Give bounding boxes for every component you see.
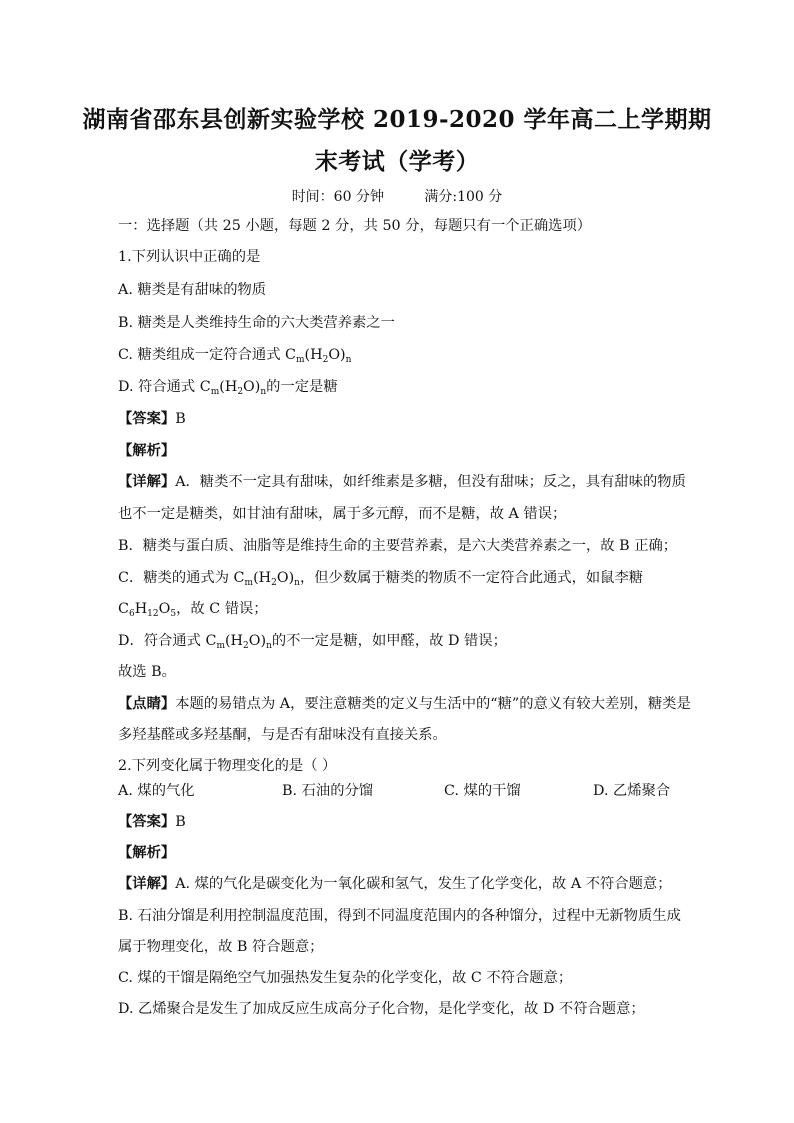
comment-label: 【点睛】: [118, 696, 176, 712]
q1-detail-3: B．糖类与蛋白质、油脂等是维持生命的主要营养素，是六大类营养素之一，故 B 正确；: [118, 538, 678, 554]
exam-time: 时间：60 分钟: [291, 189, 384, 205]
q1-comment-1: [118, 694, 691, 714]
q2-detail-4: C. 煤的干馏是隔绝空气加强热发生复杂的化学变化，故 C 不符合题意；: [118, 970, 573, 986]
detail-text: D．符合通式 C: [118, 633, 217, 649]
q2-detail-3: 属于物理变化，故 B 符合题意；: [118, 939, 324, 955]
detail-text: ，但少数属于糖类的物质不一定符合此通式，如鼠李糖: [299, 570, 644, 586]
q1-detail-5: [118, 599, 268, 619]
q1-option-d-text: D. 符合通式 C: [118, 379, 211, 395]
formula-sub: m: [295, 355, 305, 365]
formula-text: O): [276, 570, 295, 586]
answer-label: 【答案】: [118, 411, 176, 427]
q2-option-c: C. 煤的干馏: [444, 783, 521, 799]
formula-sub: 6: [128, 609, 135, 619]
formula-sub: 12: [147, 609, 159, 619]
formula-text: H: [134, 601, 148, 617]
formula-text: O): [243, 379, 261, 395]
formula-text: O): [248, 633, 267, 649]
formula-sub: n: [260, 387, 267, 397]
formula-sub: m: [210, 387, 220, 397]
formula-sub: m: [244, 578, 254, 588]
q2-option-b: B. 石油的分馏: [282, 783, 374, 799]
detail-label: 【详解】: [118, 876, 176, 892]
formula-sub: n: [345, 355, 352, 365]
q2-option-d: D. 乙烯聚合: [593, 783, 671, 799]
q1-detail-4: [118, 568, 643, 588]
formula-sub: 2: [271, 578, 277, 588]
q2-detail-1: [118, 874, 672, 894]
formula-sub: 2: [322, 355, 329, 365]
q2-detail-5: D. 乙烯聚合是发生了加成反应生成高分子化合物，是化学变化，故 D 不符合题意；: [118, 1001, 645, 1017]
formula-sub: 5: [170, 609, 177, 619]
answer-value: B: [175, 411, 186, 427]
detail-text: A. 煤的气化是碳变化为一氧化碳和氢气，发生了化学变化，故 A 不符合题意；: [175, 876, 672, 892]
q2-stem: 2.下列变化属于物理变化的是（ ）: [118, 758, 337, 774]
answer-label: 【答案】: [118, 814, 176, 830]
formula-text: (H: [304, 347, 323, 363]
q1-comment-2: 多羟基醛或多羟基酮，与是否有甜味没有直接关系。: [118, 727, 447, 743]
q1-detail-1: [118, 472, 686, 492]
formula-sub: n: [294, 578, 300, 588]
exam-meta: [0, 186, 794, 206]
exam-score: 满分:100 分: [424, 189, 503, 205]
q1-detail-2: 也不一定是糖类，如甘油有甜味，属于多元醇，而不是糖，故 A 错误；: [118, 506, 567, 522]
document-title-line-1: 湖南省邵东县创新实验学校 2019-2020 学年高二上学期期: [82, 106, 712, 133]
q2-analysis-label: 【解析】: [118, 845, 176, 861]
q1-option-b: B. 糖类是人类维持生命的六大类营养素之一: [118, 315, 395, 331]
detail-text: C．糖类的通式为 C: [118, 570, 245, 586]
formula-sub: m: [216, 641, 225, 651]
q1-option-d: [118, 377, 338, 397]
q1-stem: 1.下列认识中正确的是: [118, 249, 261, 265]
formula-text: O): [328, 347, 346, 363]
q1-answer: [118, 409, 186, 429]
section-heading: 一：选择题（共 25 小题，每题 2 分，共 50 分，每题只有一个正确选项）: [118, 218, 592, 234]
formula-sub: 2: [237, 387, 244, 397]
detail-label: 【详解】: [118, 474, 176, 490]
q1-conclusion: 故选 B。: [118, 664, 176, 680]
formula-text: O: [158, 601, 171, 617]
q1-option-a: A. 糖类是有甜味的物质: [118, 282, 267, 298]
q1-option-d-tail: 的一定是糖: [266, 379, 338, 395]
detail-text: ，故 C 错误；: [176, 601, 268, 617]
q1-detail-6: [118, 631, 507, 651]
formula-sub: n: [266, 641, 272, 651]
q2-answer: [118, 812, 186, 832]
detail-text: A．糖类不一定具有甜味，如纤维素是多糖，但没有甜味；反之，具有甜味的物质: [175, 474, 686, 490]
q1-analysis-label: 【解析】: [118, 443, 176, 459]
formula-text: (H: [253, 570, 272, 586]
detail-text: 的不一定是糖，如甲醛，故 D 错误；: [271, 633, 507, 649]
q2-detail-2: B. 石油分馏是利用控制温度范围，得到不同温度范围内的各种馏分，过程中无新物质生成: [118, 908, 681, 924]
comment-text: 本题的易错点为 A，要注意糖类的定义与生活中的“糖”的意义有较大差别，糖类是: [175, 696, 691, 712]
document-title-line-2: 末考试（学考）: [314, 148, 480, 175]
formula-text: (H: [224, 633, 244, 649]
q1-option-c: [118, 345, 351, 365]
formula-text: C: [118, 601, 129, 617]
formula-sub: 2: [243, 641, 249, 651]
q2-option-a: A. 煤的气化: [118, 783, 195, 799]
q1-option-c-text: C. 糖类组成一定符合通式 C: [118, 347, 296, 363]
formula-text: (H: [219, 379, 238, 395]
answer-value: B: [175, 814, 186, 830]
